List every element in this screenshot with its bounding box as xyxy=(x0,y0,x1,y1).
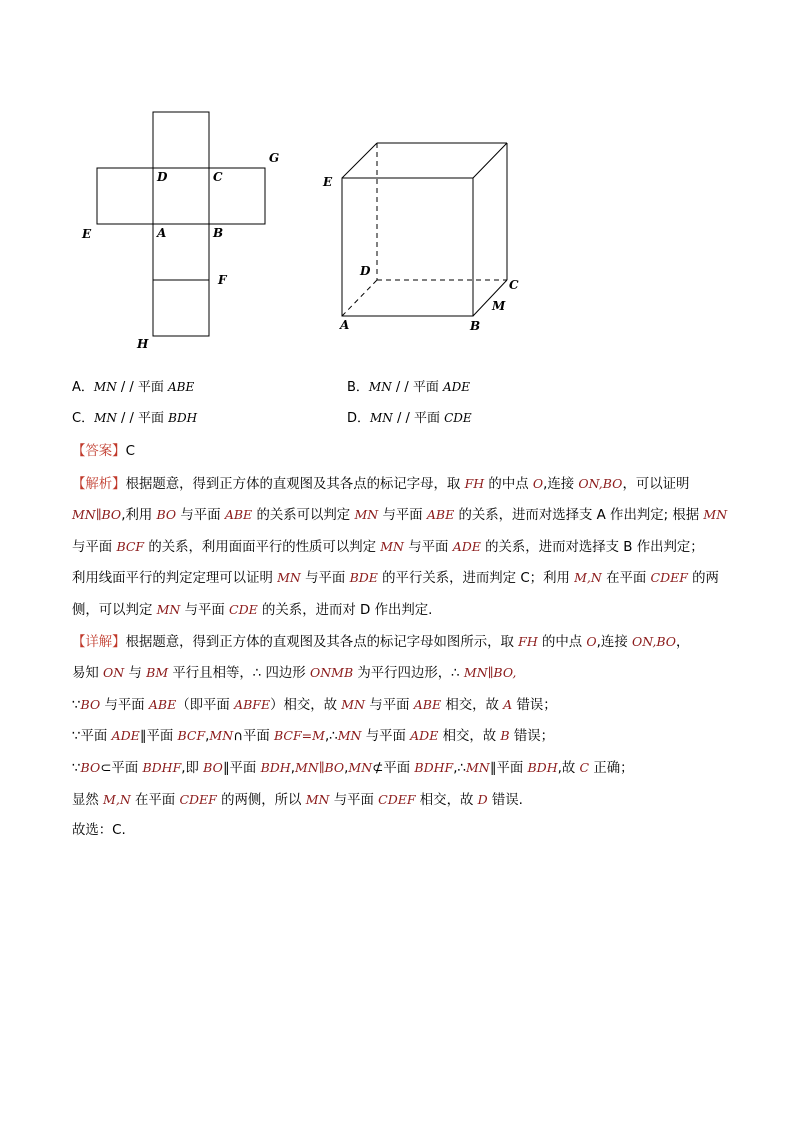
detail-line-1 xyxy=(72,626,732,658)
math: BDH xyxy=(527,759,558,775)
analysis-line-4 xyxy=(72,562,732,594)
text: 的关系，利用面面平行的性质可以判定 xyxy=(144,539,381,555)
math: MN xyxy=(466,759,490,775)
text: 相交，故 xyxy=(441,697,504,713)
text: 侧，可以判定 xyxy=(72,602,157,618)
option-c-mid: / / 平面 xyxy=(116,411,169,426)
math: BO xyxy=(203,759,223,775)
math: BCF=M xyxy=(274,728,325,744)
math: ONMB xyxy=(309,665,354,681)
net-label-A: A xyxy=(157,226,167,240)
options-row-2 xyxy=(72,407,732,438)
math: CDEF xyxy=(179,791,217,807)
text: ⊂平面 xyxy=(100,760,143,776)
math: MN xyxy=(277,570,301,586)
option-a[interactable] xyxy=(72,376,194,399)
math: BO xyxy=(156,507,177,523)
options-row-1 xyxy=(72,376,732,407)
net-label-H: H xyxy=(137,337,149,351)
math: BCF xyxy=(177,728,206,744)
math: MN xyxy=(703,507,728,523)
text: 错误. xyxy=(487,792,523,808)
answer-tag: 【答案】 xyxy=(72,444,126,459)
text: , xyxy=(344,760,349,776)
text: ,连接 xyxy=(596,634,632,650)
math: ON,BO xyxy=(578,475,623,491)
cube-label-E: E xyxy=(323,175,333,189)
text: ∥平面 xyxy=(139,729,178,745)
option-d-mid: / / 平面 xyxy=(392,411,445,426)
text: 的关系可以判定 xyxy=(252,508,355,524)
detail-line-2 xyxy=(72,657,732,689)
text: 与平面 xyxy=(100,697,149,713)
option-a-prefix: A． xyxy=(72,380,94,395)
math: BDHF xyxy=(414,759,454,775)
math: BDH xyxy=(260,759,291,775)
net-label-D: D xyxy=(157,170,168,184)
math: C xyxy=(579,759,590,775)
cube-label-D: D xyxy=(360,264,371,278)
option-a-mn: MN xyxy=(93,380,117,394)
math: D xyxy=(477,791,488,807)
text: ,利用 xyxy=(121,508,157,524)
math: MN xyxy=(209,728,234,744)
text: 的两侧，所以 xyxy=(216,792,306,808)
text: ,即 xyxy=(181,760,204,776)
math: BDHF xyxy=(142,759,182,775)
analysis-line-5 xyxy=(72,594,732,626)
text: 平行且相等，∴ 四边形 xyxy=(168,666,310,682)
text: 与 xyxy=(124,666,147,682)
detail-line-3 xyxy=(72,689,732,721)
option-d-mn: MN xyxy=(370,411,393,425)
math: MN xyxy=(156,601,181,617)
math: ABFE xyxy=(234,696,271,712)
text: ∵ xyxy=(72,697,81,713)
math: BM xyxy=(146,665,169,681)
analysis-tag: 【解析】 xyxy=(72,476,126,492)
text: 显然 xyxy=(72,792,104,808)
text: 与平面 xyxy=(365,697,414,713)
option-d-prefix: D． xyxy=(347,411,371,426)
net-label-F: F xyxy=(218,273,227,287)
math: MN xyxy=(354,507,379,523)
math: BDE xyxy=(349,570,378,586)
text: 与平面 xyxy=(300,571,350,587)
math: B xyxy=(500,728,510,744)
cube-drawing xyxy=(342,143,507,316)
math: M,N xyxy=(574,570,602,586)
answer-value: C xyxy=(125,444,135,459)
text: 与平面 xyxy=(378,508,427,524)
math: ON xyxy=(103,665,125,681)
text: 错误； xyxy=(512,697,557,713)
option-b[interactable] xyxy=(347,376,470,399)
option-c[interactable] xyxy=(72,407,197,430)
option-a-mid: / / 平面 xyxy=(116,380,168,395)
text: ∵平面 xyxy=(72,729,112,745)
cube-net xyxy=(97,112,265,336)
text: 与平面 xyxy=(176,508,225,524)
math: M,N xyxy=(103,791,131,807)
math: FH xyxy=(464,475,485,491)
math: FH xyxy=(518,633,538,649)
math: ABE xyxy=(413,696,442,712)
text: ,故 xyxy=(557,760,580,776)
cube-label-A: A xyxy=(340,318,350,332)
final-line xyxy=(72,815,732,847)
detail-tag: 【详解】 xyxy=(72,634,126,650)
analysis-line-3 xyxy=(72,531,732,563)
math: A xyxy=(503,696,513,712)
detail-line-4 xyxy=(72,720,732,752)
math: MN∥BO xyxy=(294,759,345,775)
math: ABE xyxy=(224,507,253,523)
text: 的关系，进而对选择支 B 作出判定； xyxy=(480,539,704,555)
text: , xyxy=(290,760,295,776)
text: ,连接 xyxy=(543,476,579,492)
solution-text xyxy=(72,436,732,847)
text: 根据题意，得到正方体的直观图及其各点的标记字母如图所示，取 xyxy=(125,634,519,650)
math: ABE xyxy=(148,696,177,712)
math: MN xyxy=(305,791,330,807)
text: 与平面 xyxy=(361,729,411,745)
text: , xyxy=(205,729,210,745)
text: ∥平面 xyxy=(222,760,261,776)
text: （即平面 xyxy=(176,697,235,713)
option-c-mn: MN xyxy=(94,411,117,425)
math: MN xyxy=(380,538,404,554)
math: CDEF xyxy=(378,791,416,807)
text: ， xyxy=(676,634,690,650)
text: 与平面 xyxy=(180,602,230,618)
text: 的关系，进而对 D 作出判定. xyxy=(257,602,433,618)
math: ADE xyxy=(111,728,140,744)
net-label-E: E xyxy=(82,227,92,241)
text: 在平面 xyxy=(130,792,180,808)
geometry-figures xyxy=(0,0,794,370)
text: ,∴ xyxy=(453,760,466,776)
text: 相交，故 xyxy=(415,792,478,808)
math: ADE xyxy=(452,538,481,554)
math: BO xyxy=(80,759,101,775)
text: ∥平面 xyxy=(489,760,528,776)
option-b-mn: MN xyxy=(368,380,392,394)
detail-line-5 xyxy=(72,752,732,784)
math: MN∥BO, xyxy=(463,665,517,681)
math: MN xyxy=(341,696,366,712)
math: O xyxy=(532,475,544,491)
math: MN xyxy=(337,728,362,744)
math: ADE xyxy=(410,728,439,744)
text: 的中点 xyxy=(537,634,587,650)
net-label-G: G xyxy=(269,151,280,165)
math: MN xyxy=(348,759,373,775)
math: CDE xyxy=(229,601,258,617)
text: 的中点 xyxy=(484,476,533,492)
text: 的关系，进而对选择支 A 作出判定; 根据 xyxy=(454,508,704,524)
text: ）相交，故 xyxy=(270,697,342,713)
math: BO xyxy=(80,696,101,712)
text: 易知 xyxy=(72,666,104,682)
text: 的平行关系，进而判定 C；利用 xyxy=(377,571,575,587)
cube-label-B: B xyxy=(470,319,481,333)
text: 的两 xyxy=(687,571,719,587)
text: ，可以证明 xyxy=(622,476,690,492)
math: ON,BO xyxy=(631,633,676,649)
analysis-line-1 xyxy=(72,468,732,500)
text: 与平面 xyxy=(404,539,453,555)
option-a-plane: ABE xyxy=(168,380,195,394)
option-d[interactable] xyxy=(347,407,472,430)
text: 为平行四边形，∴ xyxy=(353,666,464,682)
math: BCF xyxy=(116,538,145,554)
math: O xyxy=(586,633,597,649)
text: ∵ xyxy=(72,760,81,776)
option-d-plane: CDE xyxy=(444,411,472,425)
text: 在平面 xyxy=(601,571,651,587)
text: ⊄平面 xyxy=(372,760,415,776)
text: 错误； xyxy=(509,729,555,745)
final-answer: 故选：C. xyxy=(72,823,126,839)
text: 与平面 xyxy=(72,539,117,555)
answer-line xyxy=(72,436,732,468)
option-c-prefix: C． xyxy=(72,411,95,426)
option-b-prefix: B． xyxy=(347,380,369,395)
net-label-C: C xyxy=(213,170,223,184)
cube-label-M: M xyxy=(492,299,506,313)
option-c-plane: BDH xyxy=(168,411,198,425)
answer-options xyxy=(72,376,732,438)
math: CDEF xyxy=(650,570,688,586)
text: 利用线面平行的判定定理可以证明 xyxy=(72,571,278,587)
detail-line-6 xyxy=(72,784,732,816)
text: 相交，故 xyxy=(438,729,501,745)
option-b-plane: ADE xyxy=(443,380,471,394)
analysis-line-2 xyxy=(72,499,732,531)
option-b-mid: / / 平面 xyxy=(391,380,444,395)
text: 与平面 xyxy=(329,792,379,808)
text: ,∴ xyxy=(324,729,338,745)
text: ∩平面 xyxy=(233,729,274,745)
net-label-B: B xyxy=(213,226,224,240)
math: ABE xyxy=(426,507,455,523)
text: 正确； xyxy=(589,760,634,776)
math: MN∥BO xyxy=(72,507,122,523)
cube-label-C: C xyxy=(509,278,519,292)
text: 根据题意，得到正方体的直观图及其各点的标记字母，取 xyxy=(125,476,465,492)
